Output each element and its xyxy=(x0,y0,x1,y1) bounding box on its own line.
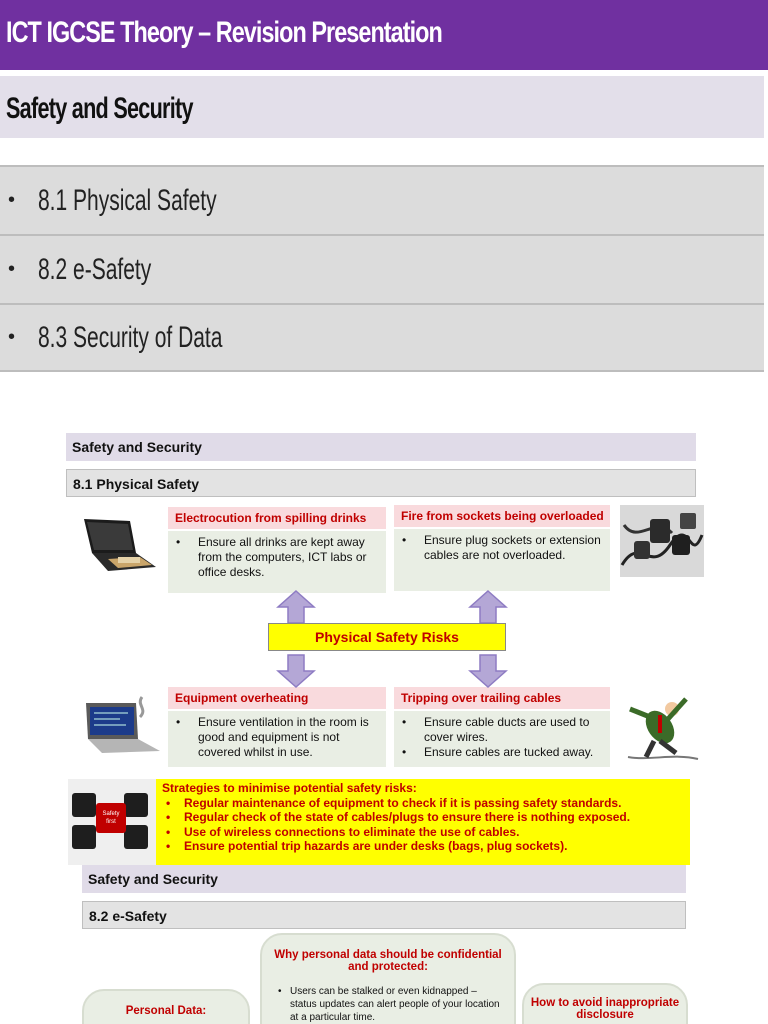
avoid-disclosure-bubble xyxy=(522,983,688,1024)
laptop-drink-image xyxy=(78,517,160,575)
slide-header: Safety and Security xyxy=(66,433,696,461)
why-protect-bubble xyxy=(260,933,516,1024)
bullet: • xyxy=(8,326,16,348)
svg-text:first: first xyxy=(106,819,116,825)
presentation-banner xyxy=(0,0,768,70)
overheating-laptop-image xyxy=(80,695,166,757)
topic-item-label: 8.1 Physical Safety xyxy=(38,183,217,217)
overloaded-sockets-image xyxy=(620,505,704,577)
section-heading: 8.2 e-Safety xyxy=(82,901,686,929)
risk-title: Electrocution from spilling drinks xyxy=(168,507,386,529)
list-item: • Ensure cable ducts are used to cover wires. xyxy=(402,715,590,744)
list-item: • Users can be stalked or even kidnapped – status updates can alert people of your location at a particular time. xyxy=(278,986,500,1023)
list-item: • Regular check of the state of cables/plugs to ensure there is nothing exposed. xyxy=(166,810,631,824)
personal-data-bubble xyxy=(82,989,250,1024)
safety-first-key-image xyxy=(68,779,156,865)
bubble-title: Personal Data: xyxy=(125,1005,207,1017)
slide-header: Safety and Security xyxy=(82,865,686,893)
bubble-title: How to avoid inappropriate disclosure xyxy=(530,997,680,1021)
list-item: • Ensure cables are tucked away. xyxy=(402,745,594,759)
topic-item-label: 8.3 Security of Data xyxy=(38,320,223,354)
physical-safety-slide xyxy=(64,425,704,865)
topic-item[interactable] xyxy=(0,303,764,372)
list-item: • Ensure potential trip hazards are under desks (bags, plug sockets). xyxy=(166,839,568,853)
presentation-title: ICT IGCSE Theory – Revision Presentation xyxy=(6,16,442,49)
risk-title: Fire from sockets being overloaded xyxy=(394,505,610,527)
topic-item[interactable] xyxy=(0,234,764,303)
physical-safety-risks-label: Physical Safety Risks xyxy=(268,623,506,651)
list-item: • Ensure ventilation in the room is good and equipment is not covered whilst in use. xyxy=(176,715,369,759)
topic-list xyxy=(0,165,764,372)
arrow-down-icon xyxy=(276,653,316,689)
topic-heading xyxy=(0,76,764,138)
e-safety-slide xyxy=(80,865,688,1024)
risk-body xyxy=(394,529,610,591)
bullet: • xyxy=(8,189,16,211)
arrow-down-icon xyxy=(468,653,508,689)
strategies-box xyxy=(156,779,690,865)
list-item: • Ensure plug sockets or extension cables are not overloaded. xyxy=(402,533,601,562)
topic-item-label: 8.2 e-Safety xyxy=(38,252,152,286)
risk-body xyxy=(168,711,386,767)
arrow-up-icon xyxy=(468,589,508,625)
strategies-title: Strategies to minimise potential safety risks: xyxy=(162,781,417,795)
list-item: • Ensure all drinks are kept away from the computers, ICT labs or office desks. xyxy=(176,535,367,579)
section-heading: 8.1 Physical Safety xyxy=(66,469,696,497)
arrow-up-icon xyxy=(276,589,316,625)
svg-text:Safety: Safety xyxy=(102,811,120,817)
risk-body xyxy=(168,531,386,593)
risk-body xyxy=(394,711,610,767)
list-item: • Regular maintenance of equipment to check if it is passing safety standards. xyxy=(166,795,622,810)
bullet: • xyxy=(8,258,16,280)
bubble-title: Why personal data should be confidential and protected: xyxy=(274,949,502,973)
topic-title: Safety and Security xyxy=(6,92,193,125)
risk-title: Tripping over trailing cables xyxy=(394,687,610,709)
list-item: • Use of wireless connections to eliminate the use of cables. xyxy=(166,824,520,839)
risk-title: Equipment overheating xyxy=(168,687,386,709)
topic-item[interactable] xyxy=(0,165,764,234)
tripping-person-image xyxy=(620,687,700,767)
